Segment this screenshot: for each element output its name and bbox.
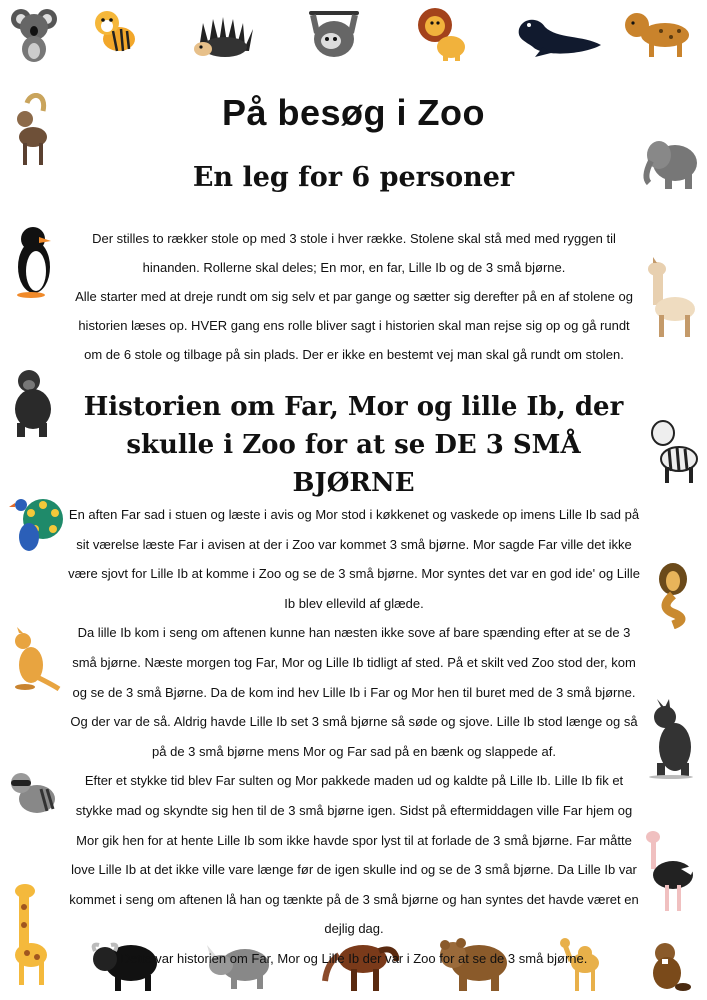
zebra-icon [646,414,702,486]
page-title: På besøg i Zoo [221,92,486,133]
beaver-icon [642,938,694,994]
lion-icon [414,4,470,62]
porcupine-icon [192,14,256,60]
giraffe-icon [6,876,54,988]
llama-icon [640,256,702,340]
intro-paragraph: Alle starter med at dreje rundt om sig selv et par gange og sætter sig derefter på en af stolene og historien læses op. HVER gang ens rolle bliver sagt i historien skal man rejse sig op og gå rundt om de 6 stole og tilbage på sin plads. Der er ikke en bestemt vej man skal gå rundt om stolen. [75,289,633,362]
hyena-icon [620,6,702,58]
cobra-icon [648,558,698,630]
tiger-icon [90,6,144,58]
story-text [68,500,640,974]
story-paragraph: Efter et stykke tid blev Far sulten og Mor pakkede maden ud og kaldte på Lille Ib. Lille Ib fik et stykke mad og skyndte sig hen til de 3 små bjørne igen. Sidst på eftermiddagen ville Far hjem og Mor gik hen for at hente Lille Ib som ikke havde spor lyst til at forlade de 3 små bjørne. Far måtte love Lille Ib at det ikke ville vare længe før de igen skulle ind og se de 3 små bjørne. Da Lille Ib var kommet i seng om aftenen lå han og tænkte på de 3 små bjørne og han syntes det havde været en dejlig dag. [69,773,639,937]
page-subtitle: En leg for 6 personer [192,162,515,193]
seal-icon [512,8,606,60]
gorilla-icon [6,366,58,440]
wolf-icon [646,690,702,780]
kangaroo-icon [6,626,62,692]
penguin-icon [8,222,60,300]
story-paragraph: En aften Far sad i stuen og læste i avis og Mor stod i køkkenet og vaskede op imens Lille Ib sad på sit værelse læste Far i avisen at der i Zoo var kommet 3 små bjørne. Mor sagde Far ville det ikke være sjovt for Lille Ib at komme i Zoo og se de 3 små bjørne. Mor syntes det var en god ide' og Lille Ib blev ellevild af glæde. [68,507,640,611]
sloth-icon [304,4,364,62]
koala-icon [8,4,60,64]
story-paragraph: Dette var historien om Far, Mor og Lille Ib der var i Zoo for at se de 3 små bjørne. [120,950,588,966]
story-paragraph: Da lille Ib kom i seng om aftenen kunne han næsten ikke sove af bare spænding efter at se de 3 små bjørne. Næste morgen tog Far, Mor og Lille Ib tidligt af sted. På et skilt ved Zoo stod der, kom og se de 3 små Bjørne. Da de kom ind hev Lille Ib i Far og Mor hen til buret med de 3 små bjørne. Og der var de så. Aldrig havde Lille Ib set 3 små bjørne så søde og sjove. Lille Ib stod længe og så på de 3 små bjørne mens Mor og Far sad på en bænk og slappede af. [70,625,638,759]
ostrich-icon [640,826,702,914]
peacock-icon [6,490,66,562]
raccoon-icon [6,766,60,818]
story-title: Historien om Far, Mor og lille Ib, der skulle i Zoo for at se DE 3 SMÅ BJØRNE [83,392,624,498]
intro-text [68,224,640,369]
intro-paragraph: Der stilles to rækker stole op med 3 stole i hver række. Stolene skal stå med med ryggen til hinanden. Rollerne skal deles; En mor, en far, Lille Ib og de 3 små bjørne. [92,231,616,275]
